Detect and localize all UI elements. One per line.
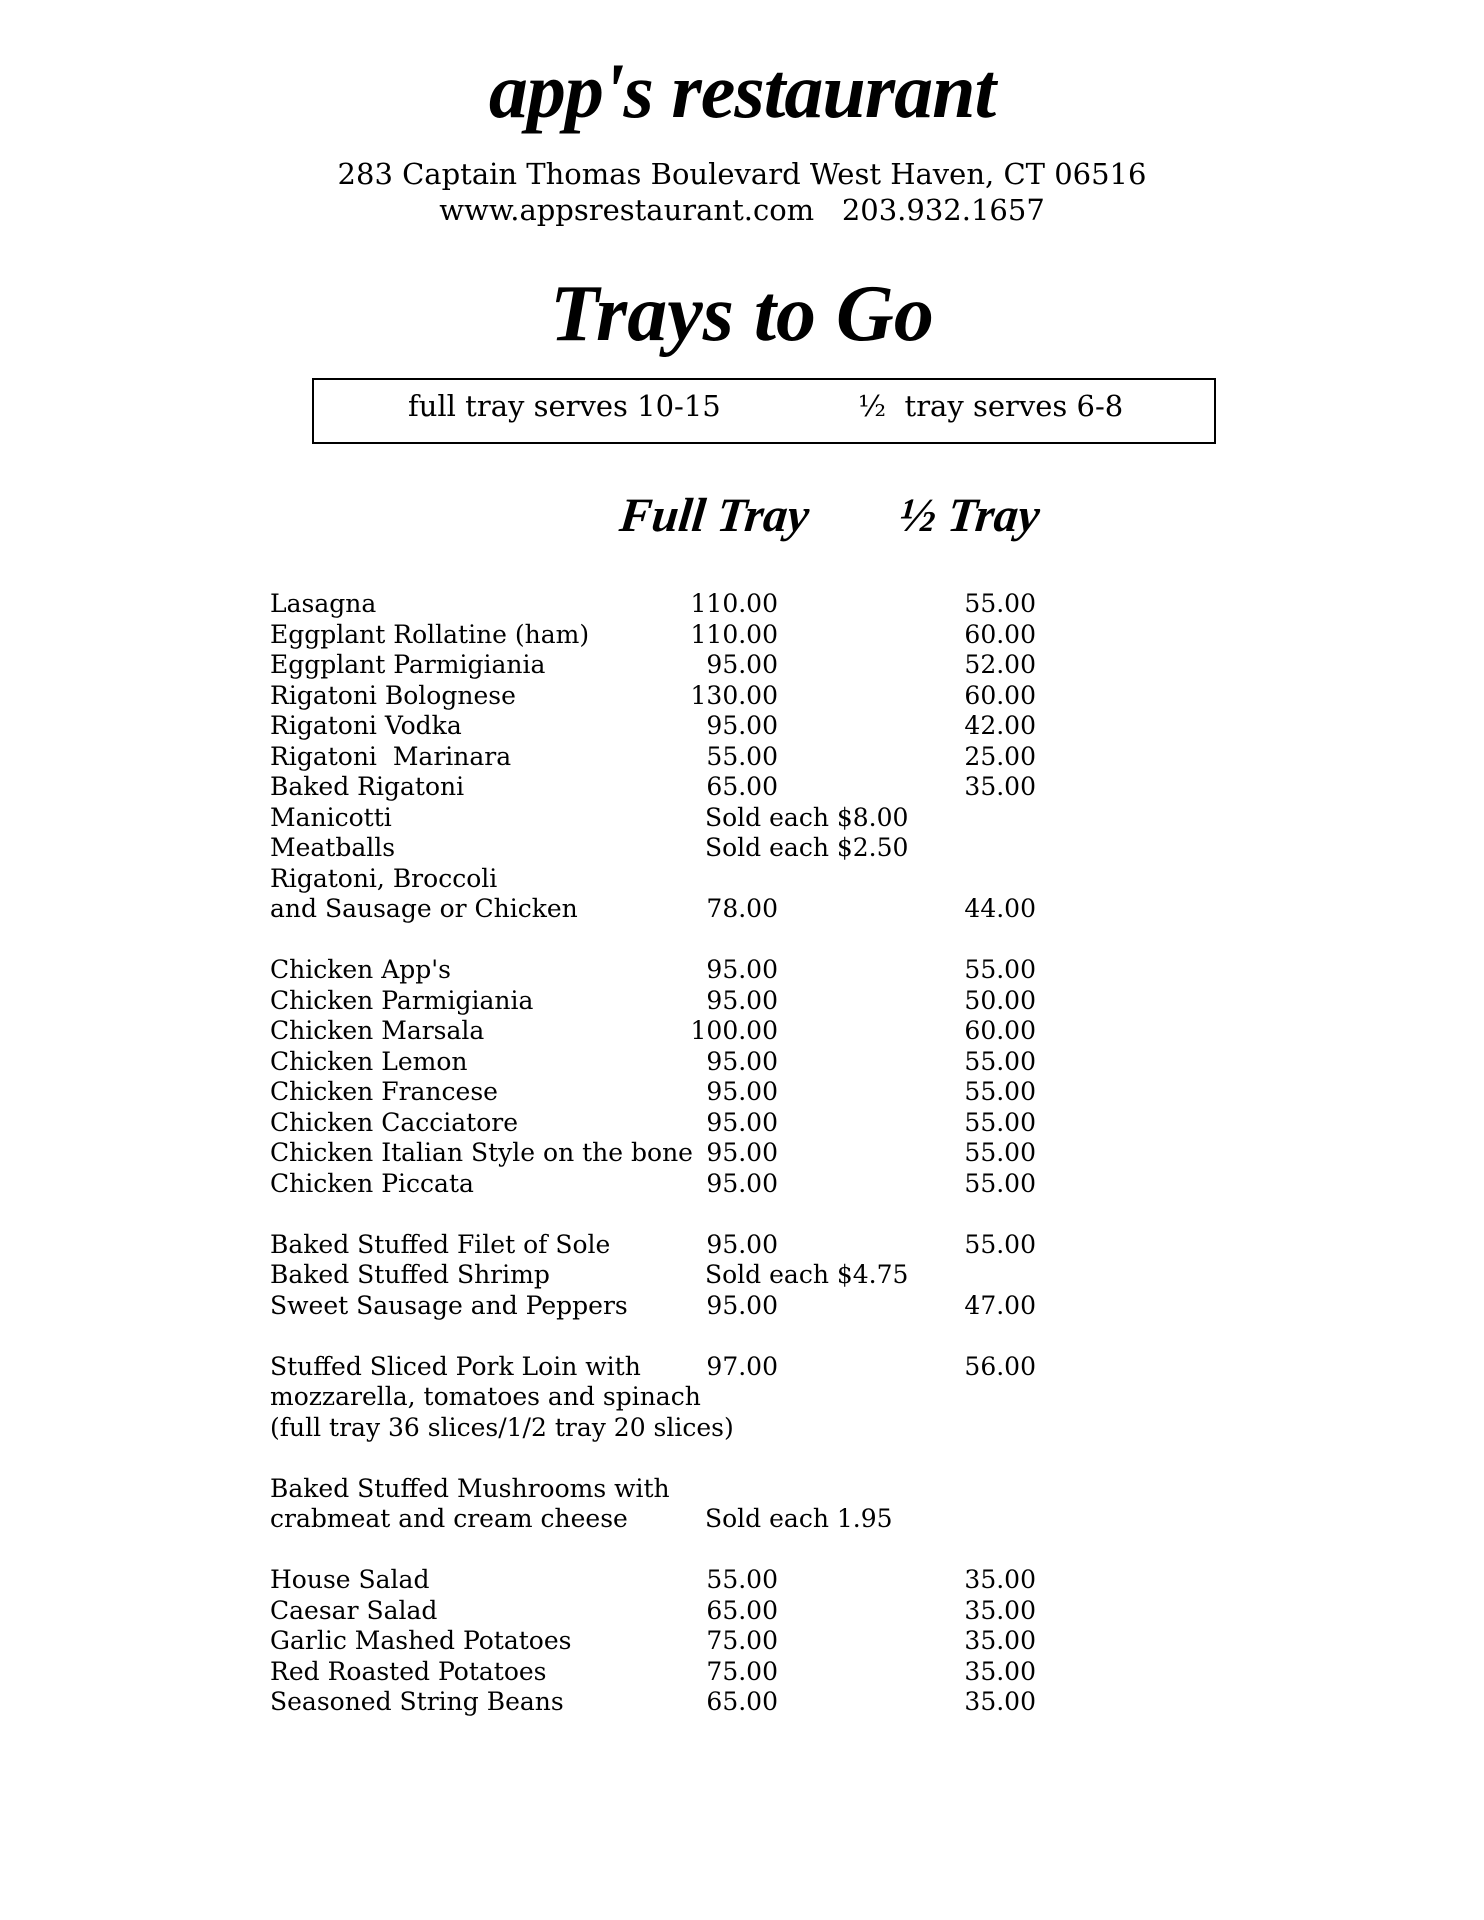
menu-item-name: Chicken Piccata — [270, 1168, 474, 1198]
menu-item-name: Eggplant Rollatine (ham) — [270, 619, 590, 649]
menu-item-name: Baked Stuffed Filet of Sole — [270, 1229, 611, 1259]
menu-item-row — [270, 1138, 1170, 1169]
menu-item-full-tray-price: 95.00 — [706, 711, 778, 740]
menu-item-half-tray-price: 60.00 — [964, 619, 1036, 649]
menu-item-full-tray-price: 95.00 — [706, 1138, 778, 1167]
menu-item-half-tray-price: 35.00 — [964, 1656, 1036, 1686]
menu-item-full-tray-price: 95.00 — [706, 1046, 778, 1076]
menu-item-row — [270, 803, 1170, 834]
menu-item-full-tray-price: 95.00 — [706, 1107, 778, 1137]
restaurant-contact: www.appsrestaurant.com 203.932.1657 — [439, 193, 1045, 227]
menu-item-name: Rigatoni Bolognese — [270, 680, 516, 710]
menu-item-row — [270, 1260, 1170, 1291]
menu-item-name: Chicken Marsala — [270, 1016, 485, 1045]
menu-item-half-tray-price: 42.00 — [964, 711, 1036, 740]
menu-item-row — [270, 955, 1170, 986]
menu-item-row — [270, 589, 1170, 620]
menu-item-full-tray-price: 55.00 — [706, 741, 778, 771]
menu-item-row — [270, 742, 1170, 773]
menu-item-row — [270, 711, 1170, 742]
menu-item-each-price: Sold each 1.95 — [705, 1504, 893, 1533]
menu-item-row — [270, 894, 1170, 925]
menu-item-full-tray-price: 100.00 — [690, 1016, 778, 1045]
menu-item-each-price: Sold each $8.00 — [705, 802, 909, 832]
menu-item-name: Baked Stuffed Shrimp — [270, 1260, 550, 1289]
menu-item-name: Caesar Salad — [270, 1595, 438, 1625]
menu-item-name: Rigatoni, Broccoli — [270, 863, 498, 893]
menu-item-list — [270, 589, 1170, 1718]
menu-item-half-tray-price: 44.00 — [964, 894, 1036, 923]
menu-item-row — [270, 1382, 1170, 1413]
menu-item-row — [270, 1291, 1170, 1322]
menu-item-half-tray-price: 50.00 — [964, 985, 1036, 1015]
menu-title: Trays to Go — [550, 270, 934, 358]
menu-item-row — [270, 986, 1170, 1017]
menu-item-row — [270, 1657, 1170, 1688]
menu-item-full-tray-price: 97.00 — [706, 1351, 778, 1381]
menu-item-full-tray-price: 110.00 — [690, 619, 778, 649]
menu-item-row — [270, 1169, 1170, 1200]
menu-item-name: Chicken Italian Style on the bone — [270, 1138, 693, 1167]
menu-item-half-tray-price: 25.00 — [964, 741, 1036, 771]
menu-item-full-tray-price: 55.00 — [706, 1565, 778, 1594]
menu-item-row — [270, 1077, 1170, 1108]
menu-item-row — [270, 1565, 1170, 1596]
menu-item-half-tray-price: 52.00 — [964, 650, 1036, 679]
menu-item-name: Rigatoni Vodka — [270, 711, 462, 740]
menu-item-name: Sweet Sausage and Peppers — [270, 1290, 628, 1320]
menu-item-name: Manicotti — [270, 802, 392, 832]
menu-item-row — [270, 1108, 1170, 1139]
menu-item-full-tray-price: 75.00 — [706, 1656, 778, 1686]
menu-item-full-tray-price: 65.00 — [706, 1595, 778, 1625]
menu-item-full-tray-price: 95.00 — [706, 650, 778, 679]
menu-item-row — [270, 1016, 1170, 1047]
menu-item-row — [270, 1230, 1170, 1261]
menu-item-row — [270, 620, 1170, 651]
menu-item-each-price: Sold each $2.50 — [705, 833, 909, 862]
menu-item-full-tray-price: 95.00 — [706, 1229, 778, 1259]
restaurant-address: 283 Captain Thomas Boulevard West Haven, CT 06516 — [337, 157, 1147, 191]
menu-item-full-tray-price: 65.00 — [706, 1687, 778, 1716]
menu-item-row — [270, 1596, 1170, 1627]
menu-item-name: Baked Rigatoni — [270, 772, 465, 801]
serving-info-box — [312, 378, 1216, 444]
menu-item-name: mozzarella, tomatoes and spinach — [270, 1382, 701, 1411]
menu-item-row — [270, 1474, 1170, 1505]
menu-item-half-tray-price: 35.00 — [964, 1595, 1036, 1625]
menu-item-half-tray-price: 55.00 — [964, 589, 1036, 618]
menu-item-row — [270, 1687, 1170, 1718]
full-tray-column-heading: Full Tray — [617, 489, 812, 542]
menu-item-each-price: Sold each $4.75 — [705, 1260, 909, 1289]
menu-item-half-tray-price: 55.00 — [964, 1168, 1036, 1198]
menu-item-half-tray-price: 55.00 — [964, 1107, 1036, 1137]
menu-item-name: and Sausage or Chicken — [270, 894, 578, 923]
menu-item-name: Chicken Lemon — [270, 1046, 468, 1076]
menu-item-full-tray-price: 95.00 — [706, 955, 778, 984]
menu-item-name: crabmeat and cream cheese — [270, 1504, 628, 1533]
menu-item-name: Rigatoni Marinara — [270, 741, 512, 771]
menu-item-name: (full tray 36 slices/1/2 tray 20 slices) — [270, 1412, 734, 1442]
menu-item-full-tray-price: 95.00 — [706, 985, 778, 1015]
menu-item-full-tray-price: 130.00 — [690, 680, 778, 710]
menu-item-half-tray-price: 55.00 — [964, 1077, 1036, 1106]
menu-item-half-tray-price: 56.00 — [964, 1351, 1036, 1381]
menu-item-name: Chicken Cacciatore — [270, 1107, 518, 1137]
menu-item-row — [270, 1413, 1170, 1444]
menu-item-name: Chicken Parmigiania — [270, 985, 534, 1015]
menu-item-row — [270, 772, 1170, 803]
menu-item-full-tray-price: 95.00 — [706, 1290, 778, 1320]
menu-item-half-tray-price: 60.00 — [964, 1016, 1036, 1045]
menu-item-name: Stuffed Sliced Pork Loin with — [270, 1351, 641, 1381]
menu-item-full-tray-price: 65.00 — [706, 772, 778, 801]
menu-item-name: Chicken App's — [270, 955, 451, 984]
menu-item-row — [270, 1352, 1170, 1383]
menu-item-name: Baked Stuffed Mushrooms with — [270, 1473, 670, 1503]
menu-item-row — [270, 1626, 1170, 1657]
half-tray-column-heading: ½ Tray — [897, 489, 1043, 542]
menu-item-name: Lasagna — [270, 589, 377, 618]
menu-item-name: House Salad — [270, 1565, 430, 1594]
menu-item-name: Garlic Mashed Potatoes — [270, 1626, 572, 1655]
menu-item-row — [270, 1047, 1170, 1078]
menu-item-row — [270, 833, 1170, 864]
menu-item-full-tray-price: 95.00 — [706, 1168, 778, 1198]
menu-item-full-tray-price: 75.00 — [706, 1626, 778, 1655]
menu-item-row — [270, 1504, 1170, 1535]
menu-item-row — [270, 650, 1170, 681]
full-tray-serving-text: full tray serves 10-15 — [408, 389, 721, 423]
menu-item-full-tray-price: 110.00 — [690, 589, 778, 618]
restaurant-name: app's restaurant — [488, 47, 996, 134]
half-tray-serving-text: ½ tray serves 6-8 — [858, 389, 1124, 423]
menu-item-half-tray-price: 55.00 — [964, 1229, 1036, 1259]
menu-item-full-tray-price: 95.00 — [706, 1077, 778, 1106]
menu-item-half-tray-price: 60.00 — [964, 680, 1036, 710]
menu-item-half-tray-price: 35.00 — [964, 1687, 1036, 1716]
menu-item-half-tray-price: 55.00 — [964, 1046, 1036, 1076]
menu-item-half-tray-price: 35.00 — [964, 772, 1036, 801]
menu-item-name: Chicken Francese — [270, 1077, 498, 1106]
menu-item-half-tray-price: 47.00 — [964, 1290, 1036, 1320]
menu-item-name: Eggplant Parmigiania — [270, 650, 546, 679]
menu-item-name: Red Roasted Potatoes — [270, 1656, 547, 1686]
menu-item-half-tray-price: 35.00 — [964, 1626, 1036, 1655]
menu-item-half-tray-price: 55.00 — [964, 955, 1036, 984]
menu-item-half-tray-price: 35.00 — [964, 1565, 1036, 1594]
menu-item-name: Seasoned String Beans — [270, 1687, 564, 1716]
menu-item-name: Meatballs — [270, 833, 396, 862]
menu-item-row — [270, 681, 1170, 712]
menu-item-row — [270, 864, 1170, 895]
menu-item-half-tray-price: 55.00 — [964, 1138, 1036, 1167]
menu-item-full-tray-price: 78.00 — [706, 894, 778, 923]
